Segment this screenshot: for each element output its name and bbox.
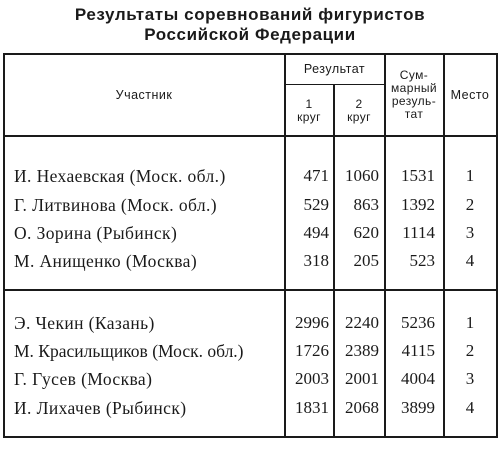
table-title-line-1: Результаты соревнований фигуристов (74, 5, 426, 24)
round-2-score: 863 (353, 195, 379, 214)
total-score: 4115 (401, 341, 435, 360)
round-1-score: 471 (303, 166, 329, 185)
round-1-score: 529 (303, 195, 329, 214)
table-bottom-rule (3, 436, 497, 438)
place-value: 4 (465, 398, 475, 417)
round-2-score: 2001 (345, 369, 379, 388)
right-border (496, 53, 498, 438)
round-2-score: 2389 (345, 341, 379, 360)
round-1-score: 2003 (295, 369, 329, 388)
participant-name: М. Красильщиков (Моск. обл.) (14, 341, 244, 361)
round-2-score: 205 (353, 251, 379, 270)
header-participant: Участник (115, 87, 173, 102)
place-value: 1 (465, 313, 475, 332)
participant-name: Э. Чекин (Казань) (14, 313, 155, 333)
round-1-score: 1726 (295, 341, 329, 360)
round-1-score: 318 (303, 251, 329, 270)
participant-name: М. Анищенко (Москва) (14, 251, 198, 271)
total-score: 1531 (401, 166, 435, 185)
round-2-score: 2240 (345, 313, 379, 332)
place-value: 1 (465, 166, 475, 185)
participant-name: Г. Литвинова (Моск. обл.) (14, 195, 218, 215)
participant-name: И. Лихачев (Рыбинск) (14, 398, 187, 418)
place-value: 3 (465, 223, 475, 242)
round-2-score: 620 (353, 223, 379, 242)
round-2-score: 2068 (345, 398, 379, 417)
total-score: 3899 (401, 398, 435, 417)
header-result: Результат (303, 62, 366, 76)
place-value: 3 (465, 369, 475, 388)
total-score: 5236 (401, 313, 435, 332)
participant-name: Г. Гусев (Москва) (14, 369, 153, 389)
total-score: 1114 (402, 223, 435, 242)
round-1-score: 494 (303, 223, 329, 242)
round-2-score: 1060 (345, 166, 379, 185)
group-divider-rule (3, 289, 497, 291)
participant-name: И. Нехаевская (Моск. обл.) (14, 166, 226, 186)
table-title-line-2: Российской Федерации (144, 25, 356, 44)
header-total: Сум- марный резуль- тат (391, 68, 437, 121)
round-1-score: 1831 (295, 398, 329, 417)
round-1-score: 2996 (295, 313, 329, 332)
total-score: 523 (409, 251, 435, 270)
place-value: 2 (465, 195, 475, 214)
total-score: 4004 (401, 369, 435, 388)
total-score: 1392 (401, 195, 435, 214)
header-round-1: 1 круг (297, 96, 321, 124)
header-place: Место (450, 87, 490, 102)
header-bottom-rule (3, 135, 497, 137)
place-value: 4 (465, 251, 475, 270)
place-value: 2 (465, 341, 475, 360)
participant-name: О. Зорина (Рыбинск) (14, 223, 178, 243)
header-round-2: 2 круг (347, 96, 371, 124)
